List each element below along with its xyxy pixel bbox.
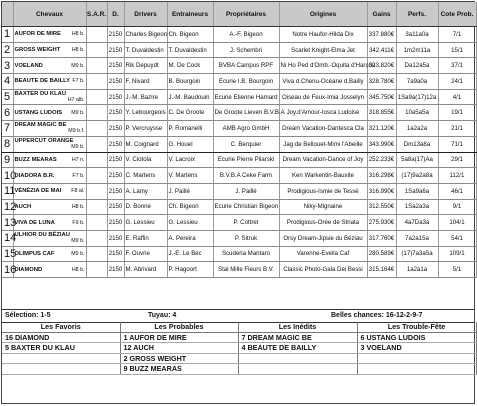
perfs-cell: Da12a5a [396,58,438,74]
dist-cell: 2150 [107,121,124,137]
tips-cell: 6 USTANG LUDOIS [357,332,476,343]
trainer-cell: A. Pereira [167,230,213,246]
gains-cell: 345.750€ [367,89,396,105]
dist-cell: 2150 [107,262,124,278]
tips-cell [238,353,357,364]
tips-row [2,343,476,354]
owner-cell: De Groote Lieven B.V.B.A [213,105,279,121]
perfs-cell: 4a7Da3a [396,215,438,231]
trainer-cell: Ch. Bigeon [167,27,213,43]
sar-cell [86,246,107,262]
col-dist: D. [107,2,124,27]
table-row [2,183,476,199]
summary-bar [2,309,474,323]
origin-cell: Dream Vacation-Dantesca Cla [279,121,367,137]
table-row [2,42,476,58]
table-row [2,121,476,137]
driver-cell: F. Nivard [124,74,167,90]
runners-body [2,27,476,278]
owner-cell: Ecurie I.B. Bourgoin [213,74,279,90]
driver-cell: C. Martens [124,168,167,184]
cote-cell: 19/1 [438,105,476,121]
gains-cell: 343.990€ [367,136,396,152]
cote-cell: 46/1 [438,183,476,199]
trainer-cell: C. De Groote [167,105,213,121]
tips-cell: 7 DREAM MAGIC BE [238,332,357,343]
num-cell: 2 [2,42,13,58]
dist-cell: 2150 [107,58,124,74]
horse-cell [13,199,86,215]
cote-cell: 15/1 [438,42,476,58]
sex-age-robe: F9 b. [72,219,85,226]
horse-name: OLIMPUS CAF [14,250,55,257]
perfs-cell: 7a9a0a [396,74,438,90]
sex-age-robe: H8 b. [71,203,85,210]
origin-cell: Orsy Dream-Jipsie du Béziau [279,230,367,246]
num-cell: 13 [4,216,17,229]
col-trainer: Entraineurs [167,2,213,27]
driver-cell: M. Coignard [124,136,167,152]
cote-cell: 112/1 [438,168,476,184]
perfs-cell: 1a2a1a [396,262,438,278]
sex-age-robe: F7 b. [72,172,85,179]
horse-name: UPPERCUT ORANGE [14,138,74,145]
tips-cell: 4 BEAUTE DE BAILLY [238,343,357,354]
dist-cell: 2150 [107,230,124,246]
horse-cell [13,230,86,246]
owner-cell: AMB Agro GmbH [213,121,279,137]
cote-cell: 21/1 [438,121,476,137]
num-cell: 5 [2,89,13,105]
horse-cell [13,168,86,184]
tuyau-text: Tuyau: 4 [148,312,177,319]
trainer-cell: J.-E. Le Bec [167,246,213,262]
table-row [2,262,476,278]
tips-cell: 3 VOELAND [357,343,476,354]
cote-cell: 29/1 [438,152,476,168]
gains-cell: 328.780€ [367,74,396,90]
dist-cell: 2150 [107,152,124,168]
owner-cell: C. Berquier [213,136,279,152]
horse-name: BUZZ MEARAS [14,156,57,163]
trainer-cell: P. Romanelli [167,121,213,137]
horse-name: VIVA DE LUNA [14,219,55,226]
tips-cell: 16 DIAMOND [2,332,120,343]
selection-text: Sélection: 1-5 [5,312,51,319]
horse-cell [13,42,86,58]
table-row [2,152,476,168]
cote-cell: 5/1 [438,262,476,278]
trainer-cell: B. Bourgoin [167,74,213,90]
horse-cell [13,89,86,105]
owner-cell: B.V.B.A Ceke Farm [213,168,279,184]
trainer-cell: G. Lessieu [167,215,213,231]
tips-cell: 5 BAXTER DU KLAU [2,343,120,354]
tips-cell [357,364,476,375]
perfs-cell: 1Sa2a3a [396,199,438,215]
trainer-cell: M. De Cock [167,58,213,74]
perfs-cell: 1Sa9a6a [396,183,438,199]
owner-cell: Ecurie Christian Bigeon [213,199,279,215]
table-row [2,215,476,231]
horse-cell [13,105,86,121]
belles-chances-text: Belles chances: 16-12-2-9-7 [331,312,423,319]
gains-cell: 323.820€ [367,58,396,74]
sex-age-robe: M9 b. [71,62,85,69]
num-cell: 6 [2,105,13,121]
sex-age-robe: H7 n. [71,156,85,163]
driver-cell: Charles Bigeon [124,27,167,43]
driver-cell: Y. Lebourgeois [124,105,167,121]
race-card [1,1,475,404]
tips-cell: 12 AUCH [120,343,238,354]
gains-cell: 321.120€ [367,121,396,137]
horse-name: DREAM MAGIC BE [14,122,67,129]
sex-age-robe: M9 b. [71,144,85,151]
owner-cell: P. Sitruk [213,230,279,246]
driver-cell: D. Bonne [124,199,167,215]
origin-cell: Niky-Mignaine [279,199,367,215]
origin-cell: Notre Haufor-Hilda Dix [279,27,367,43]
col-horse: Chevaux [13,2,86,27]
tips-inedits-header: Les Inédits [238,322,357,332]
origin-cell: Ken Warkentin-Bauxite [279,168,367,184]
col-owner: Propriétaires [213,2,279,27]
dist-cell: 2150 [107,136,124,152]
owner-cell: Scuderia Mantaro [213,246,279,262]
origin-cell: Jag de Bellouet-Mimi l'Abeille [279,136,367,152]
sar-cell [86,215,107,231]
sar-cell [86,121,107,137]
gains-cell: 315.164€ [367,262,396,278]
perfs-cell: 1Sa9a(17)12a [396,89,438,105]
sex-age-robe: F8 al. [71,188,85,195]
horse-name: BEAUTE DE BAILLY [14,78,71,85]
horse-cell [13,58,86,74]
gains-cell: 318.855€ [367,105,396,121]
horse-name: VOELAND [14,62,43,69]
trainer-cell: J.-M. Baudouin [167,89,213,105]
tips-row [2,353,476,364]
sex-age-robe: M9 b.f. [68,128,85,135]
col-cote: Cote Prob. [438,2,476,27]
sar-cell [86,136,107,152]
sar-cell [86,199,107,215]
tips-favoris-header: Les Favoris [2,322,120,332]
dist-cell: 2150 [107,89,124,105]
gains-cell: 317.760€ [367,230,396,246]
origin-cell: Joy.d'Amour-Iosca Ludoise [279,105,367,121]
tips-header [2,322,476,332]
sar-cell [86,183,107,199]
tips-body [2,332,476,374]
dist-cell: 2150 [107,168,124,184]
sex-age-robe: M9 b. [71,238,85,245]
table-row [2,105,476,121]
driver-cell: E. Raffin [124,230,167,246]
col-num [2,2,13,27]
dist-cell: 2150 [107,74,124,90]
sex-age-robe: H8 b. [71,31,85,38]
sar-cell [86,74,107,90]
gains-cell: 337.880€ [367,27,396,43]
origin-cell: Scarlet Knight-Elma Jet [279,42,367,58]
tips-probables-header: Les Probables [120,322,238,332]
gains-cell: 280.589€ [367,246,396,262]
col-origin: Origines [279,2,367,27]
sar-cell [86,27,107,43]
table-row [2,168,476,184]
horse-cell [13,74,86,90]
trainer-cell: J. Paillé [167,183,213,199]
origin-cell: Viva d.Chenu-Océane d.Bailly [279,74,367,90]
dist-cell: 2150 [107,215,124,231]
sex-age-robe: M9 b. [71,250,85,257]
horse-name: VÉNÉZIA DE MAI [14,188,62,195]
sar-cell [86,42,107,58]
tips-cell: 2 GROSS WEIGHT [120,353,238,364]
owner-cell: BVBA Campus RPF [213,58,279,74]
num-cell: 9 [2,152,13,168]
sex-age-robe: F7 b. [72,78,85,85]
horse-name: AUCH [14,203,32,210]
trainer-cell: Ch. Bigeon [167,199,213,215]
table-row [2,230,476,246]
num-cell: 11 [4,185,16,198]
horse-name: GROSS WEIGHT [14,47,61,54]
trainer-cell: P. Hagoort [167,262,213,278]
tips-cell [357,353,476,364]
col-gains: Gains [367,2,396,27]
tips-cell: 1 AUFOR DE MIRE [120,332,238,343]
cote-cell: 104/1 [438,215,476,231]
sar-cell [86,58,107,74]
num-cell: 3 [2,58,13,74]
horse-cell [13,136,86,152]
horse-cell [13,215,86,231]
perfs-cell: 5a8a(17)Aa [396,152,438,168]
gains-cell: 275.930€ [367,215,396,231]
driver-cell: F. Ouvrie [124,246,167,262]
origin-cell: Oiseau de Feux-Imia Josselyn [279,89,367,105]
tips-table [2,322,477,375]
gains-cell: 312.550€ [367,199,396,215]
owner-cell: A.-F. Bigeon [213,27,279,43]
dist-cell: 2150 [107,105,124,121]
tips-trouble-fete-header: Les Trouble-Fête [357,322,476,332]
gains-cell: 316.298€ [367,168,396,184]
origin-cell: Ni Ho Ped d'Omb.-Oquita d'Harcou [279,58,367,74]
origin-cell: Prodigious-Orée de Striata [279,215,367,231]
gains-cell: 342.411€ [367,42,396,58]
sex-age-robe: M9 b. [71,109,85,116]
horse-cell [13,262,86,278]
tips-row [2,364,476,375]
num-cell: 7 [2,121,13,137]
driver-cell: V. Ciotola [124,152,167,168]
num-cell: 12 [4,200,17,213]
driver-cell: A. Lamy [124,183,167,199]
table-row [2,74,476,90]
sar-cell [86,230,107,246]
sar-cell [86,262,107,278]
dist-cell: 2150 [107,27,124,43]
horse-cell [13,183,86,199]
gains-cell: 316.990€ [367,183,396,199]
owner-cell: Stal Mille Fleurs B.V. [213,262,279,278]
sex-age-robe: H8 b. [71,47,85,54]
table-row [2,89,476,105]
sar-cell [86,168,107,184]
horse-name: AUFOR DE MIRE [14,31,61,38]
perfs-cell: (17)9a2a8a [396,168,438,184]
cote-cell: 109/1 [438,246,476,262]
perfs-cell: 10a5a5a [396,105,438,121]
num-cell: 14 [4,232,17,245]
owner-cell: Ecurie Pierre Pilarski [213,152,279,168]
tips-row [2,332,476,343]
owner-cell: P. Cottret [213,215,279,231]
owner-cell: J. Paillé [213,183,279,199]
cote-cell: 7/1 [438,27,476,43]
perfs-cell: 3a11a0a [396,27,438,43]
sex-age-robe: H8 b. [71,266,85,273]
cote-cell: 4/1 [438,89,476,105]
table-row [2,58,476,74]
runners-table [2,2,477,278]
dist-cell: 2150 [107,199,124,215]
dist-cell: 2150 [107,42,124,58]
num-cell: 16 [4,263,17,276]
tips-cell [238,364,357,375]
sar-cell [86,152,107,168]
trainer-cell: T. Duvaldestin [167,42,213,58]
num-cell: 1 [2,27,13,43]
trainer-cell: V. Martens [167,168,213,184]
cote-cell: 24/1 [438,74,476,90]
cote-cell: 9/1 [438,199,476,215]
tips-panel [2,322,474,375]
trainer-cell: V. Lacroix [167,152,213,168]
horse-cell [13,246,86,262]
col-sar: S.A.R. [86,2,107,27]
cote-cell: 54/1 [438,230,476,246]
gains-cell: 252.233€ [367,152,396,168]
dist-cell: 2150 [107,246,124,262]
table-row [2,199,476,215]
perfs-cell: 7a2a15a [396,230,438,246]
driver-cell: Rik Depuydt [124,58,167,74]
col-perfs: Perfs. [396,2,438,27]
horse-cell [13,121,86,137]
cote-cell: 37/1 [438,58,476,74]
table-row [2,136,476,152]
driver-cell: P. Vercruysse [124,121,167,137]
table-header [2,2,476,27]
num-cell: 4 [2,74,13,90]
driver-cell: T. Duvaldestin [124,42,167,58]
perfs-cell: 1m2m11a [396,42,438,58]
owner-cell: J. Schembri [213,42,279,58]
driver-cell: M. Abrivard [124,262,167,278]
driver-cell: G. Lessieu [124,215,167,231]
num-cell: 15 [4,247,17,260]
sex-age-robe: H7 alb. [67,97,85,104]
horse-name: DIAMOND [14,266,43,273]
col-driver: Drivers [124,2,167,27]
owner-cell: Ecurie Etienne Hamard [213,89,279,105]
tips-cell: 9 BUZZ MEARAS [120,364,238,375]
origin-cell: Dream Vacation-Dance of Joy [279,152,367,168]
origin-cell: Prodigious-Ismie de Tessé [279,183,367,199]
horse-cell [13,27,86,43]
table-row [2,27,476,43]
perfs-cell: 1a2a2a [396,121,438,137]
origin-cell: Varenne-Eveila Caf [279,246,367,262]
table-row [2,246,476,262]
horse-name: USTANG LUDOIS [14,109,63,116]
perfs-cell: (17)7a3a5a [396,246,438,262]
tips-cell [2,353,120,364]
perfs-cell: Dm13a8a [396,136,438,152]
sar-cell [86,105,107,121]
origin-cell: Classic Photo-Gala Dei Bessi [279,262,367,278]
tips-cell [2,364,120,375]
horse-name: BAXTER DU KLAU [14,91,67,98]
horse-name: ULHIOR DU BÉZIAU [14,232,70,239]
trainer-cell: G. Houel [167,136,213,152]
sar-cell [86,89,107,105]
horse-name: DIADORA B.R. [14,172,55,179]
driver-cell: J.-M. Bazire [124,89,167,105]
num-cell: 10 [4,169,17,182]
horse-cell [13,152,86,168]
dist-cell: 2150 [107,183,124,199]
cote-cell: 71/1 [438,136,476,152]
num-cell: 8 [2,136,13,152]
